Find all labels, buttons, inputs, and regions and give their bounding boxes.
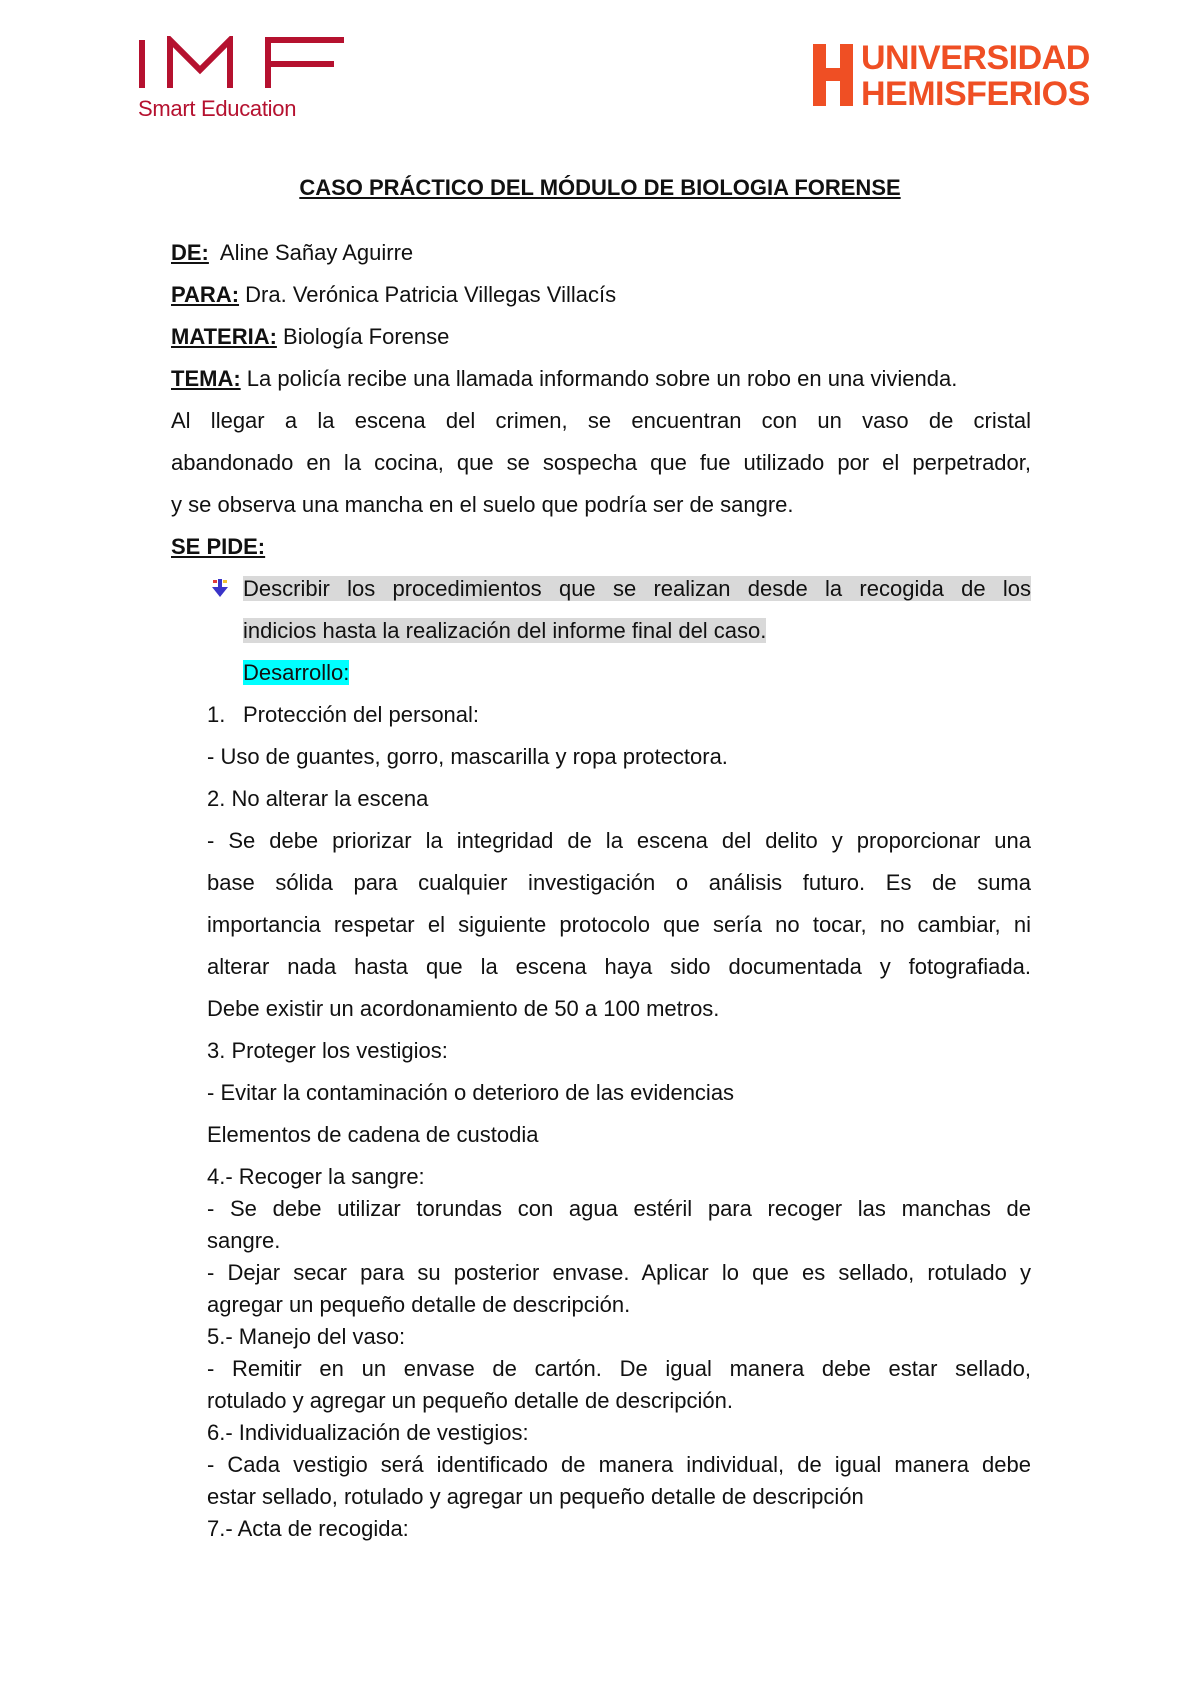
tema-line-1: La policía recibe una llamada informando sobre un robo en una vivienda. — [246, 366, 958, 391]
item-5-line-1: - Remitir en un envase de cartón. De igual manera debe estar sellado, — [207, 1356, 1031, 1381]
de-value: Aline Sañay Aguirre — [219, 240, 414, 265]
arrow-down-bullet-icon — [211, 578, 229, 598]
imf-logo-mark-icon — [138, 36, 348, 92]
item-4-line-4: agregar un pequeño detalle de descripción. — [207, 1292, 631, 1317]
item-3-extra: Elementos de cadena de custodia — [207, 1122, 539, 1147]
item-1-number: 1. — [207, 702, 226, 727]
tema-line-4: y se observa una mancha en el suelo que podría ser de sangre. — [171, 492, 794, 517]
tema-field — [171, 365, 957, 393]
uh-line-2: HEMISFERIOS — [861, 75, 1090, 113]
item-1-title-text: Protección del personal: — [243, 702, 480, 727]
desarrollo-heading — [243, 659, 349, 687]
item-5-line-2: rotulado y agregar un pequeño detalle de descripción. — [207, 1388, 733, 1413]
se-pide-label-text: SE PIDE: — [171, 534, 266, 559]
de-label: DE: — [171, 240, 209, 265]
item-4-line-2: sangre. — [207, 1228, 281, 1253]
item-5-title: 5.- Manejo del vaso: — [207, 1324, 406, 1349]
item-3-title: 3. Proteger los vestigios: — [207, 1038, 448, 1063]
tema-label: TEMA: — [171, 366, 241, 391]
pide-line-1-text: Describir los procedimientos que se realizan desde la recogida de los — [243, 576, 1031, 601]
materia-field — [171, 323, 449, 351]
item-3-detail: - Evitar la contaminación o deterioro de las evidencias — [207, 1080, 735, 1105]
imf-logo — [138, 36, 348, 126]
para-value: Dra. Verónica Patricia Villegas Villacís — [245, 282, 617, 307]
pide-line-2-text: indicios hasta la realización del informe final del caso. — [243, 618, 767, 643]
item-2-line-5: Debe existir un acordonamiento de 50 a 100 metros. — [207, 996, 720, 1021]
desarrollo-text: Desarrollo: — [243, 660, 350, 685]
pide-line-1 — [243, 575, 1031, 603]
de-field — [171, 239, 413, 267]
item-2-line-1: - Se debe priorizar la integridad de la escena del delito y proporcionar una — [207, 828, 1031, 853]
item-1-detail: - Uso de guantes, gorro, mascarilla y ropa protectora. — [207, 744, 728, 769]
tema-line-2: Al llegar a la escena del crimen, se encuentran con un vaso de cristal — [171, 408, 1031, 433]
item-6-title: 6.- Individualización de vestigios: — [207, 1420, 529, 1445]
item-6-line-1: - Cada vestigio será identificado de manera individual, de igual manera debe — [207, 1452, 1031, 1477]
item-2-title: 2. No alterar la escena — [207, 786, 429, 811]
para-field — [171, 281, 616, 309]
uh-mark-icon — [813, 44, 853, 106]
item-2-line-2: base sólida para cualquier investigación o análisis futuro. Es de suma — [207, 870, 1031, 895]
materia-label: MATERIA: — [171, 324, 277, 349]
imf-tagline: Smart Education — [138, 96, 297, 121]
item-4-title: 4.- Recoger la sangre: — [207, 1164, 425, 1189]
se-pide-label — [171, 533, 265, 561]
item-1-title — [207, 701, 479, 729]
item-2-line-3: importancia respetar el siguiente protocolo que sería no tocar, no cambiar, ni — [207, 912, 1031, 937]
materia-value: Biología Forense — [283, 324, 450, 349]
pide-line-2 — [243, 617, 766, 645]
tema-line-3: abandonado en la cocina, que se sospecha que fue utilizado por el perpetrador, — [171, 450, 1031, 475]
universidad-hemisferios-logo — [813, 39, 1113, 113]
uh-line-1: UNIVERSIDAD — [861, 39, 1090, 77]
item-2-line-4: alterar nada hasta que la escena haya sido documentada y fotografiada. — [207, 954, 1031, 979]
document-title: CASO PRÁCTICO DEL MÓDULO DE BIOLOGIA FORENSE — [299, 175, 901, 200]
uh-wordmark — [861, 40, 1090, 112]
para-label: PARA: — [171, 282, 240, 307]
item-4-line-3: - Dejar secar para su posterior envase. Aplicar lo que es sellado, rotulado y — [207, 1260, 1031, 1285]
item-7-title: 7.- Acta de recogida: — [207, 1516, 409, 1541]
item-6-line-2: estar sellado, rotulado y agregar un pequeño detalle de descripción — [207, 1484, 864, 1509]
item-4-line-1: - Se debe utilizar torundas con agua estéril para recoger las manchas de — [207, 1196, 1031, 1221]
